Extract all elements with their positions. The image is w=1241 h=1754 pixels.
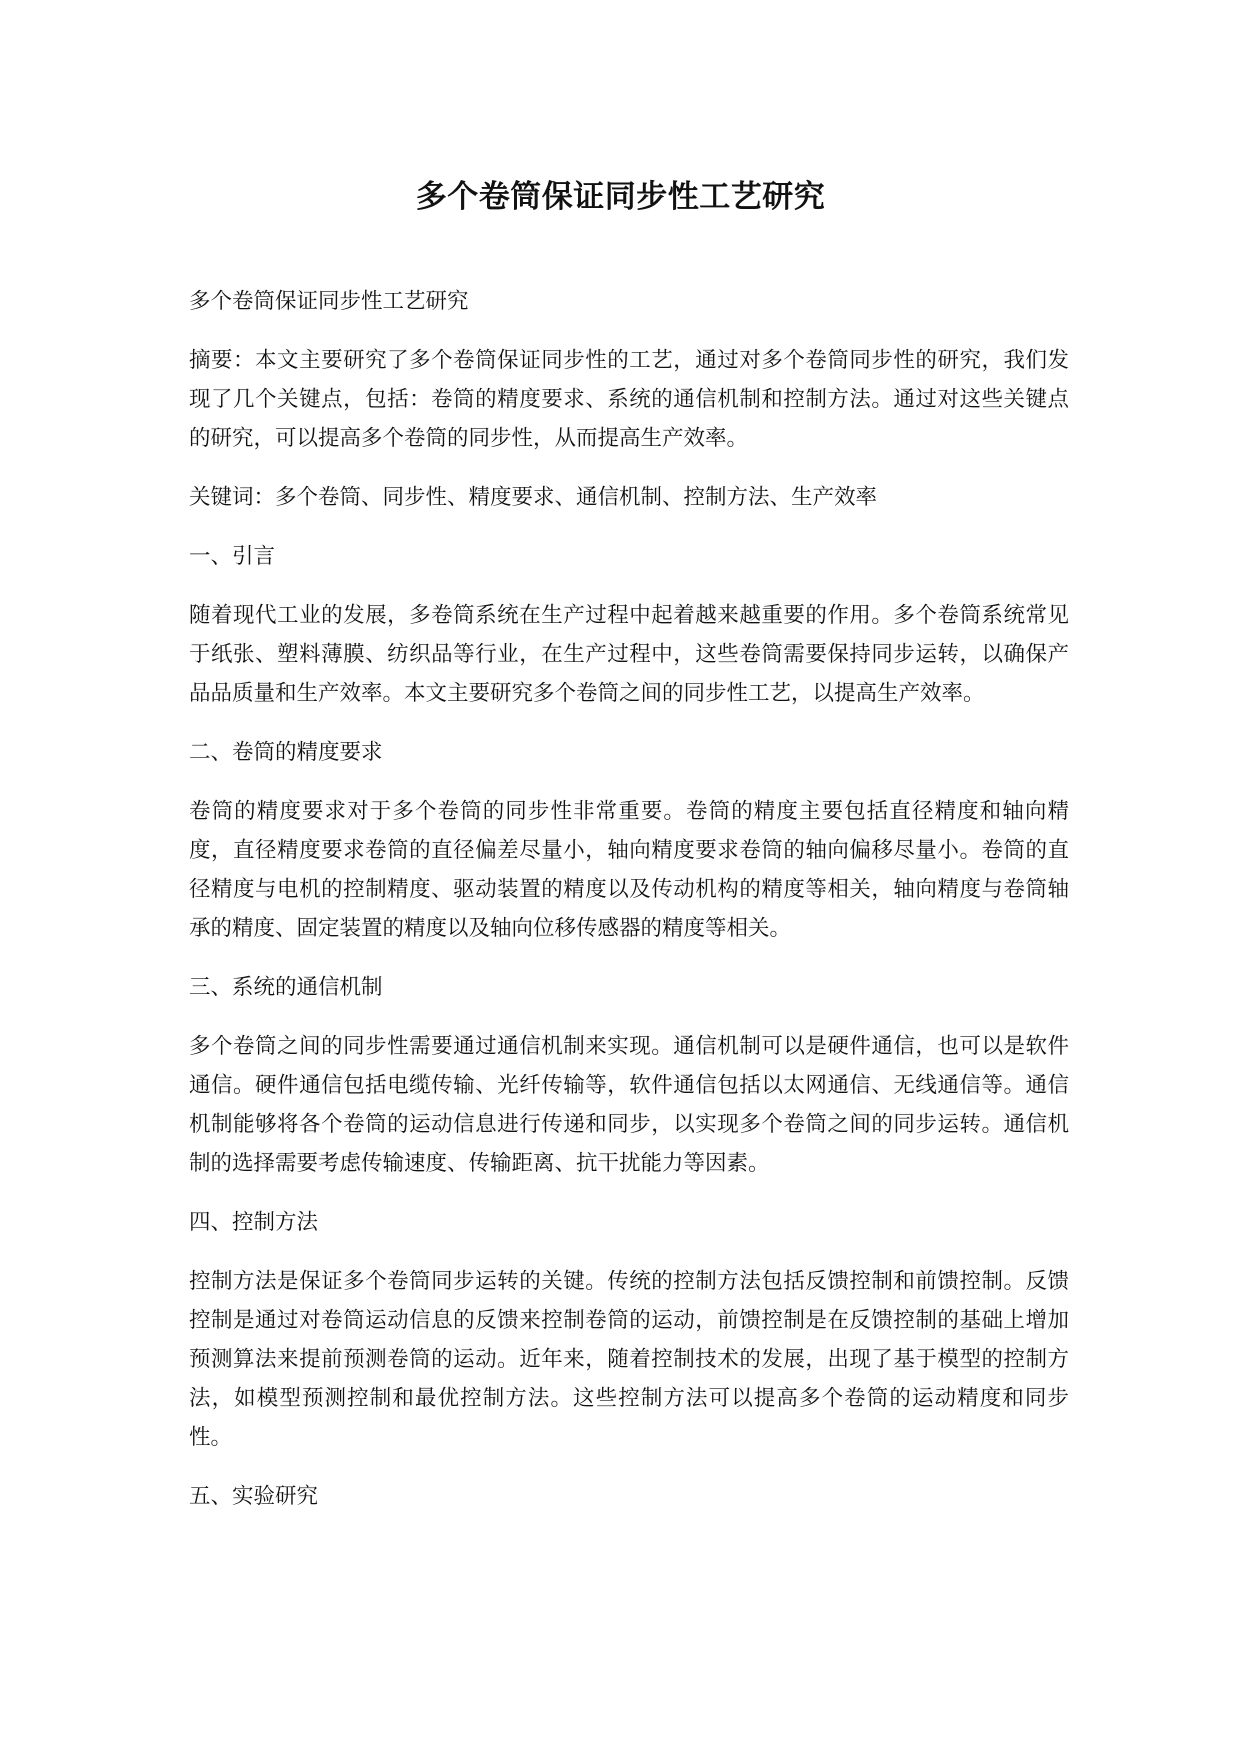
section-heading-control: 四、控制方法 bbox=[189, 1210, 319, 1235]
section-heading-experiment: 五、实验研究 bbox=[189, 1484, 319, 1509]
document-title: 多个卷筒保证同步性工艺研究 bbox=[415, 179, 826, 215]
section-heading-communication: 三、系统的通信机制 bbox=[189, 975, 383, 1000]
section-text-communication: 多个卷筒之间的同步性需要通过通信机制来实现。通信机制可以是硬件通信，也可以是软件通信。硬件通信包括电缆传输、光纤传输等，软件通信包括以太网通信、无线通信等。通信机制能够将各个卷筒的运动信息进行传递和同步，以实现多个卷筒之间的同步运转。通信机制的选择需要考虑传输速度、传输距离、抗干扰能力等因素。 bbox=[189, 1034, 1069, 1176]
abstract-paragraph: 摘要：本文主要研究了多个卷筒保证同步性的工艺，通过对多个卷筒同步性的研究，我们发现了几个关键点，包括：卷筒的精度要求、系统的通信机制和控制方法。通过对这些关键点的研究，可以提高多个卷筒的同步性，从而提高生产效率。 bbox=[189, 348, 1069, 451]
section-heading-precision: 二、卷筒的精度要求 bbox=[189, 740, 383, 765]
section-text-precision: 卷筒的精度要求对于多个卷筒的同步性非常重要。卷筒的精度主要包括直径精度和轴向精度，直径精度要求卷筒的直径偏差尽量小，轴向精度要求卷筒的轴向偏移尽量小。卷筒的直径精度与电机的控制精度、驱动装置的精度以及传动机构的精度等相关，轴向精度与卷筒轴承的精度、固定装置的精度以及轴向位移传感器的精度等相关。 bbox=[189, 799, 1069, 941]
document-subtitle: 多个卷筒保证同步性工艺研究 bbox=[189, 289, 469, 314]
document-body bbox=[189, 282, 1069, 1536]
section-heading-introduction: 一、引言 bbox=[189, 544, 276, 569]
section-text-control: 控制方法是保证多个卷筒同步运转的关键。传统的控制方法包括反馈控制和前馈控制。反馈控制是通过对卷筒运动信息的反馈来控制卷筒的运动，前馈控制是在反馈控制的基础上增加预测算法来提前预测卷筒的运动。近年来，随着控制技术的发展，出现了基于模型的控制方法，如模型预测控制和最优控制方法。这些控制方法可以提高多个卷筒的运动精度和同步性。 bbox=[189, 1269, 1069, 1450]
keywords-paragraph: 关键词：多个卷筒、同步性、精度要求、通信机制、控制方法、生产效率 bbox=[189, 485, 878, 510]
section-text-introduction: 随着现代工业的发展，多卷筒系统在生产过程中起着越来越重要的作用。多个卷筒系统常见于纸张、塑料薄膜、纺织品等行业，在生产过程中，这些卷筒需要保持同步运转，以确保产品品质量和生产效率。本文主要研究多个卷筒之间的同步性工艺，以提高生产效率。 bbox=[189, 603, 1069, 706]
